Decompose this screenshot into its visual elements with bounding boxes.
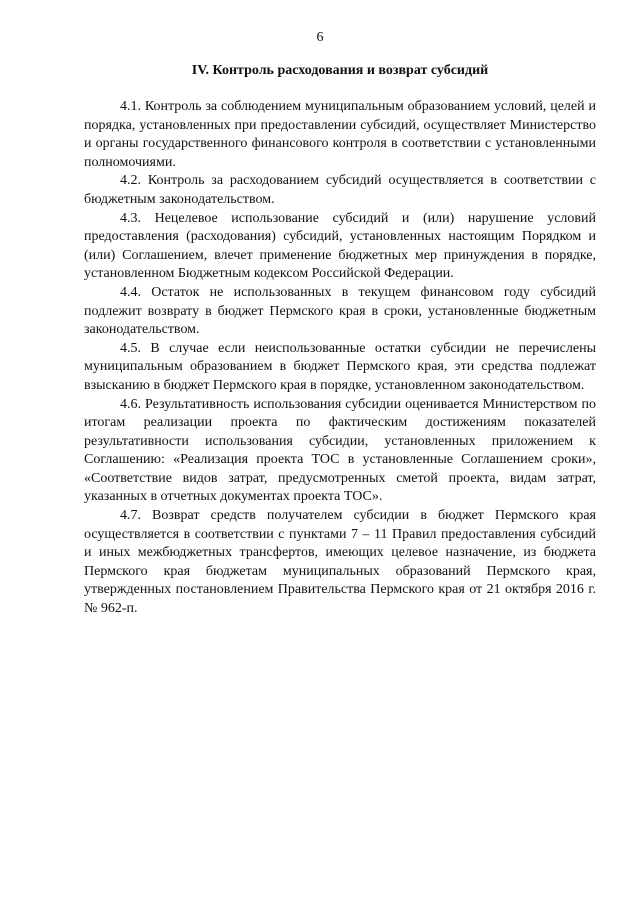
paragraph-4-3: 4.3. Нецелевое использование субсидий и (или) нарушение условий предоставления (расходования) субсидий, установленных настоящим Порядком и (или) Соглашением, влечет применение бюджетных мер принуждения в порядке, установленном Бюджетным кодексом Российской Федерации. <box>84 210 596 282</box>
section-title: IV. Контроль расходования и возврат субсидий <box>191 63 489 78</box>
page-number: 6 <box>316 30 324 45</box>
paragraph-4-7: 4.7. Возврат средств получателем субсидии в бюджет Пермского края осуществляется в соответствии с пунктами 7 – 11 Правил предоставления субсидий и иных межбюджетных трансфертов, имеющих целевое назначение, из бюджета Пермского края бюджетам муниципальных образований Пермского края, утвержденных постановлением Правительства Пермского края от 21 октября 2016 г. № 962-п. <box>84 508 596 617</box>
paragraph-4-5: 4.5. В случае если неиспользованные остатки субсидии не перечислены муниципальным образованием в бюджет Пермского края, эти средства подлежат взысканию в бюджет Пермского края в порядке, установленном законодательством. <box>84 340 596 393</box>
paragraph-4-2: 4.2. Контроль за расходованием субсидий осуществляется в соответствии с бюджетным законодательством. <box>84 173 596 207</box>
paragraph-4-6: 4.6. Результативность использования субсидии оценивается Министерством по итогам реализации проекта по фактическим достижениям показателей результативности использования субсидии, установленных приложением к Соглашению: «Реализация проекта ТОС в установленные Соглашением сроки», «Соответствие видов затрат, предусмотренных сметой проекта, видам затрат, указанных в отчетных документах проекта ТОС». <box>84 396 596 505</box>
body-text <box>84 98 596 619</box>
paragraph-4-1: 4.1. Контроль за соблюдением муниципальным образованием условий, целей и порядка, установленных при предоставлении субсидий, осуществляет Министерство и органы государственного финансового контроля в соответствии с установленными полномочиями. <box>84 99 596 170</box>
paragraph-4-4: 4.4. Остаток не использованных в текущем финансовом году субсидий подлежит возврату в бюджет Пермского края в сроки, установленные бюджетным законодательством. <box>84 284 596 338</box>
